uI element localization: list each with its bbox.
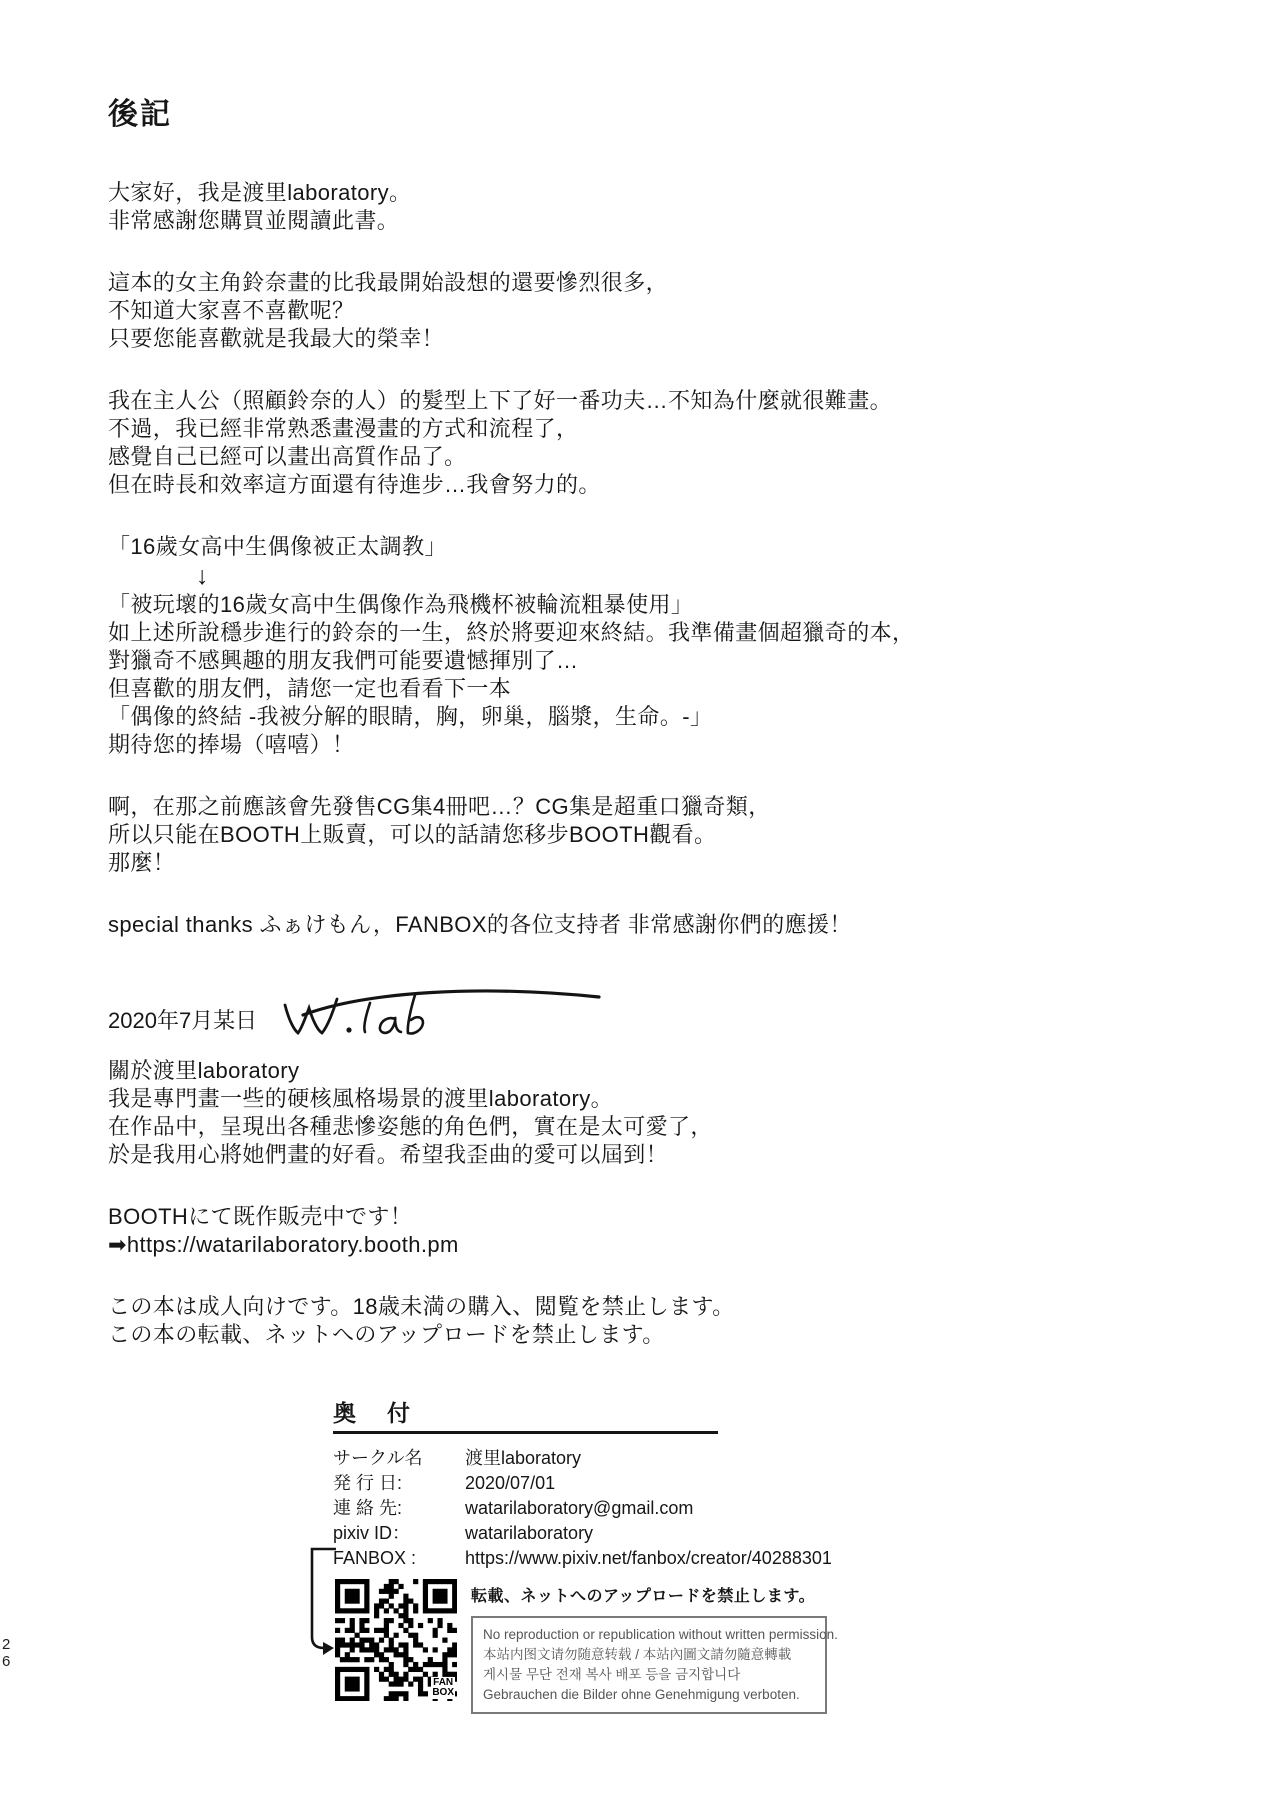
text-line: 「被玩壞的16歲女高中生偶像作為飛機杯被輪流粗暴使用」 <box>108 592 694 617</box>
colophon-label: サークル名 <box>333 1448 423 1468</box>
paragraph-booth <box>108 1203 1158 1259</box>
text-line: special thanks ふぁけもん，FANBOX的各位支持者 非常感謝你們的應援！ <box>108 912 852 937</box>
text-line: 這本的女主角鈴奈畫的比我最開始設想的還要慘烈很多， <box>108 270 669 295</box>
text-line: 那麼！ <box>108 850 176 875</box>
text-line: この本は成人向けです。18歳未満の購入、閲覧を禁止します。 <box>108 1294 735 1319</box>
signature <box>273 979 603 1043</box>
colophon-label: 連 絡 先: <box>333 1498 403 1518</box>
page-content <box>108 97 1158 1714</box>
paragraph-heroine <box>108 269 1158 353</box>
text-line: 我在主人公（照顧鈴奈的人）的髮型上下了好一番功夫…不知為什麼就很難畫。 <box>108 388 893 413</box>
text-line: 期待您的捧場（嘻嘻）！ <box>108 732 355 757</box>
text-line: 感覺自己已經可以畫出高質作品了。 <box>108 444 467 469</box>
colophon-row <box>333 1446 803 1471</box>
page-title: 後記 <box>108 98 172 131</box>
paragraph-age-notice <box>108 1293 1158 1349</box>
colophon-label: 発 行 日: <box>333 1473 403 1493</box>
colophon-row <box>333 1496 803 1521</box>
paragraph-cg-sets <box>108 793 1158 877</box>
arrow-down-icon: ↓ <box>196 562 209 590</box>
text-line: 非常感謝您購買並閱讀此書。 <box>108 208 400 233</box>
colophon-label: pixiv ID： <box>333 1523 411 1543</box>
colophon-value: watarilaboratory@gmail.com <box>465 1498 694 1518</box>
next-book-lines <box>108 591 1158 759</box>
text-line: 在作品中，呈現出各種悲慘姿態的角色們，實在是太可愛了， <box>108 1114 713 1139</box>
colophon-row <box>333 1471 803 1496</box>
text-line: 我是專門畫一些的硬核風格場景的渡里laboratory。 <box>108 1086 614 1111</box>
colophon-row <box>333 1546 832 1571</box>
paragraph-greeting <box>108 179 1158 235</box>
text-line: 但喜歡的朋友們，請您一定也看看下一本 <box>108 676 512 701</box>
permission-line: No reproduction or republication without written permission. <box>483 1627 838 1642</box>
colophon-row <box>333 1521 803 1546</box>
rights-column <box>471 1579 838 1714</box>
colophon-value: https://www.pixiv.net/fanbox/creator/40288301 <box>465 1548 832 1568</box>
text-line: 所以只能在BOOTH上販賣，可以的話請您移步BOOTH觀看。 <box>108 822 717 847</box>
fanbox-qr-label <box>431 1677 455 1699</box>
paragraph-about <box>108 1057 1158 1169</box>
paragraph-protagonist <box>108 387 1158 499</box>
colophon-rows <box>333 1446 832 1571</box>
date-signature-row <box>108 973 1158 1035</box>
permission-line: 本站内图文请勿随意转载 / 本站內圖文請勿隨意轉載 <box>483 1647 792 1662</box>
text-line: 只要您能喜歡就是我最大的榮幸！ <box>108 326 445 351</box>
text-line: 不過，我已經非常熟悉畫漫畫的方式和流程了， <box>108 416 579 441</box>
qr-wrap <box>335 1579 457 1701</box>
colophon-value: watarilaboratory <box>465 1523 594 1543</box>
text-line: この本の転載、ネットへのアップロードを禁止します。 <box>108 1322 665 1347</box>
colophon-label: FANBOX : <box>333 1548 417 1568</box>
text-line: 於是我用心將她們畫的好看。希望我歪曲的愛可以屆到！ <box>108 1142 669 1167</box>
text-line: 「偶像的終結 -我被分解的眼睛，胸，卵巢，腦漿，生命。-」 <box>108 704 713 729</box>
permission-line: Gebrauchen die Bilder ohne Genehmigung verboten. <box>483 1687 800 1702</box>
text-line: ➡https://watarilaboratory.booth.pm <box>108 1232 459 1257</box>
reprint-notice: 転載、ネットへのアップロードを禁止します。 <box>471 1588 816 1605</box>
qr-label-line: BOX <box>432 1687 454 1698</box>
qr-section <box>333 1579 838 1714</box>
colophon-value: 2020/07/01 <box>465 1473 556 1493</box>
permission-line: 게시물 무단 전재 복사 배포 등을 금지합니다 <box>483 1667 741 1682</box>
text-line: 啊，在那之前應該會先發售CG集4冊吧…？CG集是超重口獵奇類， <box>108 794 771 819</box>
text-line: 如上述所說穩步進行的鈴奈的一生，終於將要迎來終結。我準備畫個超獵奇的本， <box>108 620 915 645</box>
text-line: 大家好，我是渡里laboratory。 <box>108 180 412 205</box>
colophon-value: 渡里laboratory <box>465 1448 582 1468</box>
permission-box <box>471 1616 838 1714</box>
colophon <box>333 1395 838 1714</box>
colophon-heading: 奥 付 <box>333 1395 718 1434</box>
page-number: 26 <box>2 1636 11 1670</box>
fanbox-qr-connector <box>303 1545 337 1660</box>
text-line: BOOTHにて既作販売中です！ <box>108 1204 413 1229</box>
old-book-title: 「16歲女高中生偶像被正太調教」 <box>108 534 447 559</box>
text-line: 關於渡里laboratory <box>108 1058 300 1083</box>
paragraph-title-change <box>108 533 1158 759</box>
text-line: 不知道大家喜不喜歡呢？ <box>108 298 355 323</box>
text-line: 對獵奇不感興趣的朋友我們可能要遺憾揮別了… <box>108 648 579 673</box>
date-text: 2020年7月某日 <box>108 1008 258 1033</box>
text-line: 但在時長和效率這方面還有待進步…我會努力的。 <box>108 472 601 497</box>
qr-label-line: FAN <box>433 1677 454 1688</box>
special-thanks <box>108 911 1158 939</box>
